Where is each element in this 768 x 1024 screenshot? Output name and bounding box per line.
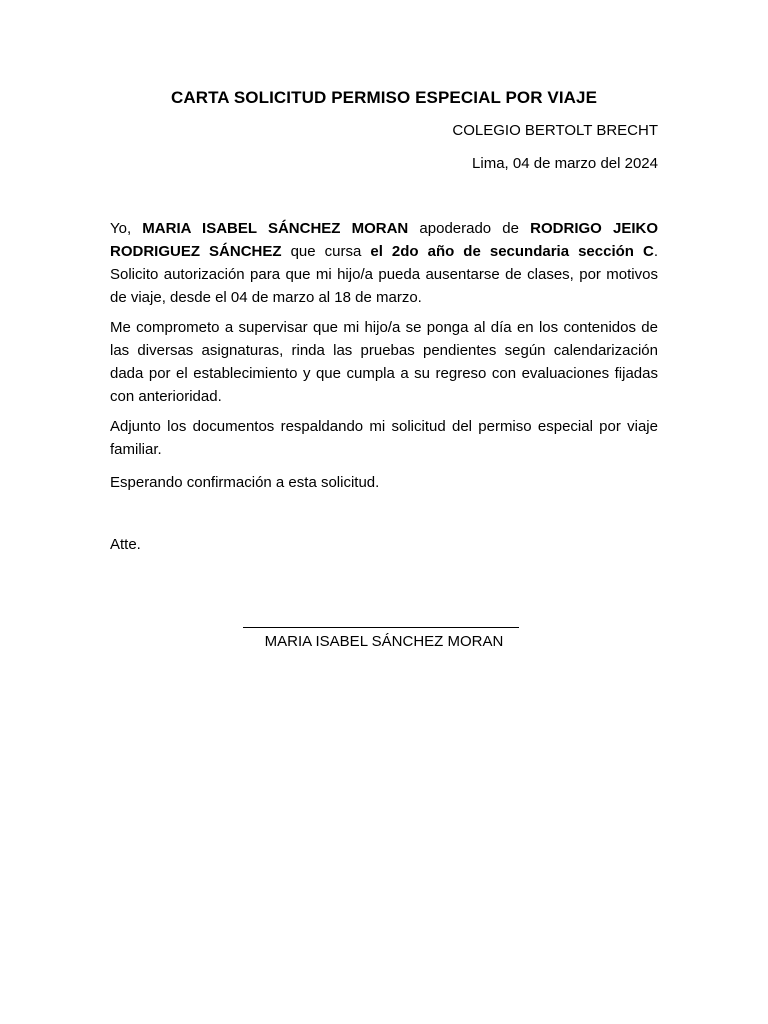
paragraph-request (110, 217, 658, 309)
closing-text: Atte. (110, 536, 141, 553)
letter-date: Lima, 04 de marzo del 2024 (472, 155, 658, 172)
signature-name: MARIA ISABEL SÁNCHEZ MORAN (264, 633, 504, 650)
paragraph-apoderado: apoderado de (408, 220, 531, 237)
paragraph-intro: Yo, (110, 220, 143, 237)
paragraph-awaiting: Esperando confirmación a esta solicitud. (110, 474, 380, 491)
paragraph-que-cursa: que cursa (281, 243, 371, 260)
paragraph-commitment: Me comprometo a supervisar que mi hijo/a se ponga al día en los contenidos de las diversas asignaturas, rinda las pruebas pendientes según calendarización dada por el establecimiento y que cumpla a su regreso con evaluaciones fijadas con anterioridad. (110, 319, 658, 405)
paragraph-attachments: Adjunto los documentos respaldando mi solicitud del permiso especial por viaje familiar. (110, 418, 658, 458)
school-name: COLEGIO BERTOLT BRECHT (452, 122, 658, 139)
letter-title: CARTA SOLICITUD PERMISO ESPECIAL POR VIAJE (170, 88, 598, 107)
student-grade: el 2do año de secundaria sección C (370, 243, 654, 260)
signature-line (243, 627, 519, 628)
paragraph-rest: . Solicito autorización para que mi hijo/a pueda ausentarse de clases, por motivos de viaje, desde el 04 de marzo al 18 de marzo. (110, 243, 658, 306)
student-name: RODRIGO JEIKO RODRIGUEZ SÁNCHEZ (110, 220, 658, 260)
parent-name: MARIA ISABEL SÁNCHEZ MORAN (142, 220, 409, 237)
